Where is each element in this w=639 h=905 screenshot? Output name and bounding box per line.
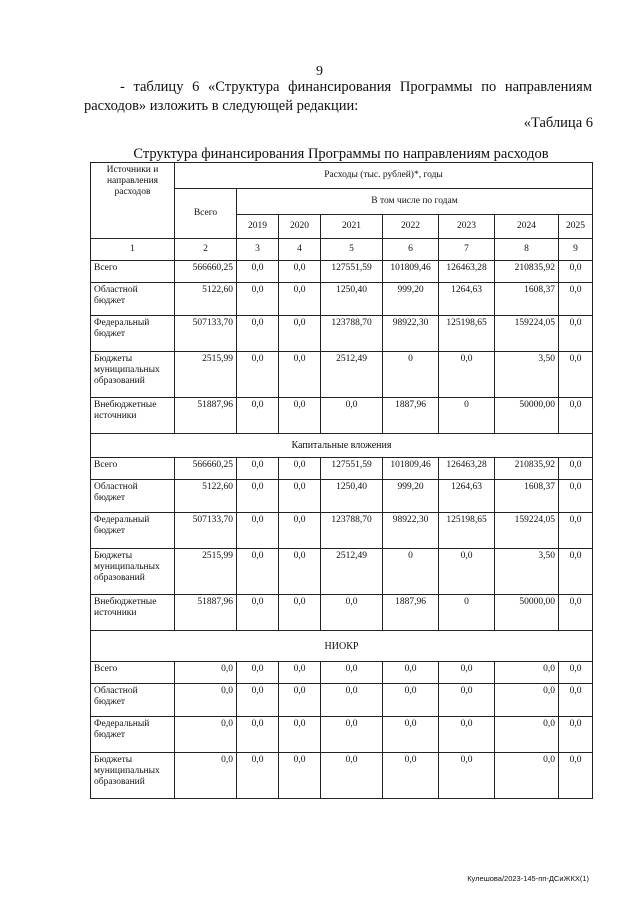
table-cell: 159224,05 bbox=[495, 316, 559, 352]
table-cell: 1887,96 bbox=[383, 595, 439, 631]
column-number: 1 bbox=[91, 239, 175, 261]
table-cell: 0,0 bbox=[439, 684, 495, 717]
table-cell: 0,0 bbox=[175, 684, 237, 717]
row-label: Федеральный бюджет bbox=[91, 316, 175, 352]
table-cell: 1250,40 bbox=[321, 283, 383, 316]
table-cell: 0,0 bbox=[237, 316, 279, 352]
table-cell: 0,0 bbox=[321, 398, 383, 434]
table-cell: 210835,92 bbox=[495, 261, 559, 283]
table-cell: 5122,60 bbox=[175, 480, 237, 513]
row-label: Областной бюджет bbox=[91, 480, 175, 513]
column-number: 3 bbox=[237, 239, 279, 261]
table-row bbox=[91, 283, 593, 316]
header-by-years: В том числе по годам bbox=[237, 189, 593, 215]
table-cell: 0,0 bbox=[279, 513, 321, 549]
table-cell: 0,0 bbox=[559, 753, 593, 799]
table-row bbox=[91, 480, 593, 513]
column-number: 9 bbox=[559, 239, 593, 261]
table-cell: 0,0 bbox=[439, 662, 495, 684]
table-cell: 0,0 bbox=[237, 662, 279, 684]
table-cell: 0,0 bbox=[383, 684, 439, 717]
table-cell: 1608,37 bbox=[495, 480, 559, 513]
header-year: 2022 bbox=[383, 215, 439, 239]
table-cell: 0,0 bbox=[321, 717, 383, 753]
table-cell: 0,0 bbox=[559, 717, 593, 753]
table-cell: 0,0 bbox=[237, 513, 279, 549]
table-row bbox=[91, 513, 593, 549]
header-year: 2023 bbox=[439, 215, 495, 239]
table-cell: 98922,30 bbox=[383, 513, 439, 549]
table-row bbox=[91, 458, 593, 480]
table-cell: 123788,70 bbox=[321, 316, 383, 352]
table-cell: 51887,96 bbox=[175, 595, 237, 631]
table-cell: 0,0 bbox=[559, 684, 593, 717]
table-cell: 0,0 bbox=[237, 684, 279, 717]
table-cell: 0,0 bbox=[559, 316, 593, 352]
table-row bbox=[91, 261, 593, 283]
table-cell: 0,0 bbox=[279, 684, 321, 717]
header-year: 2020 bbox=[279, 215, 321, 239]
header-sources: Источники и направления расходов bbox=[91, 163, 175, 239]
table-row bbox=[91, 684, 593, 717]
table-cell: 0,0 bbox=[237, 283, 279, 316]
table-cell: 101809,46 bbox=[383, 261, 439, 283]
table-cell: 1250,40 bbox=[321, 480, 383, 513]
table-cell: 507133,70 bbox=[175, 316, 237, 352]
table-cell: 159224,05 bbox=[495, 513, 559, 549]
table-cell: 0,0 bbox=[559, 352, 593, 398]
table-cell: 999,20 bbox=[383, 480, 439, 513]
row-label: Всего bbox=[91, 458, 175, 480]
table-cell: 123788,70 bbox=[321, 513, 383, 549]
section-title: Капитальные вложения bbox=[91, 434, 593, 458]
table-row bbox=[91, 398, 593, 434]
table-cell: 0,0 bbox=[237, 480, 279, 513]
table-cell: 0,0 bbox=[237, 549, 279, 595]
table-cell: 0,0 bbox=[279, 398, 321, 434]
column-number: 5 bbox=[321, 239, 383, 261]
table-cell: 0,0 bbox=[495, 684, 559, 717]
financing-table bbox=[90, 162, 593, 799]
table-cell: 0,0 bbox=[279, 458, 321, 480]
table-cell: 0,0 bbox=[559, 398, 593, 434]
column-number: 4 bbox=[279, 239, 321, 261]
table-cell: 0,0 bbox=[439, 717, 495, 753]
page-number: 9 bbox=[316, 64, 323, 79]
header-year: 2021 bbox=[321, 215, 383, 239]
table-cell: 566660,25 bbox=[175, 458, 237, 480]
table-cell: 126463,28 bbox=[439, 458, 495, 480]
header-year: 2024 bbox=[495, 215, 559, 239]
table-header bbox=[91, 163, 593, 261]
table-cell: 1887,96 bbox=[383, 398, 439, 434]
table-cell: 0,0 bbox=[279, 595, 321, 631]
table-row bbox=[91, 352, 593, 398]
table-cell: 0,0 bbox=[559, 662, 593, 684]
row-label: Внебюджетные источники bbox=[91, 595, 175, 631]
table-cell: 0,0 bbox=[559, 458, 593, 480]
table-cell: 2512,49 bbox=[321, 352, 383, 398]
table-cell: 0,0 bbox=[237, 261, 279, 283]
row-label: Областной бюджет bbox=[91, 283, 175, 316]
table-cell: 0,0 bbox=[383, 662, 439, 684]
table-cell: 50000,00 bbox=[495, 398, 559, 434]
table-cell: 0,0 bbox=[321, 753, 383, 799]
table-cell: 0,0 bbox=[495, 753, 559, 799]
table-cell: 0,0 bbox=[279, 316, 321, 352]
table-cell: 5122,60 bbox=[175, 283, 237, 316]
column-number: 2 bbox=[175, 239, 237, 261]
row-label: Бюджеты муниципальных образований bbox=[91, 352, 175, 398]
table-cell: 98922,30 bbox=[383, 316, 439, 352]
table-cell: 0,0 bbox=[559, 480, 593, 513]
table-cell: 0,0 bbox=[559, 513, 593, 549]
table-cell: 1264,63 bbox=[439, 480, 495, 513]
table-cell: 126463,28 bbox=[439, 261, 495, 283]
table-body bbox=[91, 261, 593, 799]
table-cell: 0,0 bbox=[559, 261, 593, 283]
table-row bbox=[91, 753, 593, 799]
header-year: 2019 bbox=[237, 215, 279, 239]
row-label: Всего bbox=[91, 662, 175, 684]
table-row bbox=[91, 595, 593, 631]
table-cell: 2515,99 bbox=[175, 549, 237, 595]
header-expenses: Расходы (тыс. рублей)*, годы bbox=[175, 163, 593, 189]
table-cell: 0,0 bbox=[495, 662, 559, 684]
row-label: Внебюджетные источники bbox=[91, 398, 175, 434]
table-cell: 0 bbox=[439, 398, 495, 434]
table-cell: 0,0 bbox=[279, 352, 321, 398]
table-cell: 50000,00 bbox=[495, 595, 559, 631]
column-number: 6 bbox=[383, 239, 439, 261]
table-cell: 0,0 bbox=[237, 458, 279, 480]
table-cell: 0,0 bbox=[559, 549, 593, 595]
intro-paragraph: - таблицу 6 «Структура финансирования Программы по направлениям расходов» изложить в следующей редакции: bbox=[84, 79, 592, 114]
table-cell: 0,0 bbox=[439, 753, 495, 799]
column-number: 8 bbox=[495, 239, 559, 261]
table-cell: 0,0 bbox=[321, 662, 383, 684]
row-label: Всего bbox=[91, 261, 175, 283]
table-cell: 0,0 bbox=[237, 352, 279, 398]
table-cell: 0,0 bbox=[383, 753, 439, 799]
table-row bbox=[91, 662, 593, 684]
table-row bbox=[91, 316, 593, 352]
table-cell: 0,0 bbox=[279, 662, 321, 684]
table-cell: 0,0 bbox=[495, 717, 559, 753]
table-cell: 0,0 bbox=[279, 480, 321, 513]
table-cell: 0,0 bbox=[559, 595, 593, 631]
table-cell: 0,0 bbox=[175, 753, 237, 799]
table-cell: 0,0 bbox=[237, 753, 279, 799]
table-cell: 125198,65 bbox=[439, 316, 495, 352]
table-cell: 0 bbox=[439, 595, 495, 631]
section-title: НИОКР bbox=[91, 631, 593, 662]
table-cell: 127551,59 bbox=[321, 458, 383, 480]
table-cell: 999,20 bbox=[383, 283, 439, 316]
table-cell: 0,0 bbox=[279, 261, 321, 283]
table-cell: 0,0 bbox=[321, 595, 383, 631]
row-label: Федеральный бюджет bbox=[91, 717, 175, 753]
table-cell: 125198,65 bbox=[439, 513, 495, 549]
table-cell: 0,0 bbox=[439, 549, 495, 595]
table-cell: 0,0 bbox=[279, 717, 321, 753]
row-label: Областной бюджет bbox=[91, 684, 175, 717]
section-row bbox=[91, 631, 593, 662]
table-cell: 0,0 bbox=[175, 662, 237, 684]
table-row bbox=[91, 717, 593, 753]
header-total: Всего bbox=[175, 189, 237, 239]
table-cell: 0 bbox=[383, 352, 439, 398]
table-cell: 0,0 bbox=[237, 717, 279, 753]
table-title: Структура финансирования Программы по направлениям расходов bbox=[133, 146, 549, 162]
table-cell: 566660,25 bbox=[175, 261, 237, 283]
table-cell: 0,0 bbox=[237, 398, 279, 434]
table-cell: 101809,46 bbox=[383, 458, 439, 480]
row-label: Федеральный бюджет bbox=[91, 513, 175, 549]
document-reference: Кулешова/2023-145-пп-ДСиЖКХ(1) bbox=[467, 874, 589, 883]
table-cell: 2515,99 bbox=[175, 352, 237, 398]
table-cell: 0,0 bbox=[321, 684, 383, 717]
table-row bbox=[91, 549, 593, 595]
table-cell: 51887,96 bbox=[175, 398, 237, 434]
table-cell: 0,0 bbox=[175, 717, 237, 753]
table-cell: 0,0 bbox=[279, 549, 321, 595]
table-cell: 1264,63 bbox=[439, 283, 495, 316]
row-label: Бюджеты муниципальных образований bbox=[91, 549, 175, 595]
table-cell: 127551,59 bbox=[321, 261, 383, 283]
table-cell: 0,0 bbox=[559, 283, 593, 316]
table-cell: 1608,37 bbox=[495, 283, 559, 316]
table-cell: 210835,92 bbox=[495, 458, 559, 480]
row-label: Бюджеты муниципальных образований bbox=[91, 753, 175, 799]
table-cell: 0,0 bbox=[237, 595, 279, 631]
table-cell: 0 bbox=[383, 549, 439, 595]
table-cell: 507133,70 bbox=[175, 513, 237, 549]
column-number: 7 bbox=[439, 239, 495, 261]
table-cell: 0,0 bbox=[383, 717, 439, 753]
table-cell: 0,0 bbox=[279, 283, 321, 316]
table-cell: 3,50 bbox=[495, 352, 559, 398]
table-tag: «Таблица 6 bbox=[523, 115, 593, 131]
table-cell: 3,50 bbox=[495, 549, 559, 595]
table-cell: 2512,49 bbox=[321, 549, 383, 595]
section-row bbox=[91, 434, 593, 458]
table-cell: 0,0 bbox=[279, 753, 321, 799]
header-year: 2025 bbox=[559, 215, 593, 239]
table-cell: 0,0 bbox=[439, 352, 495, 398]
